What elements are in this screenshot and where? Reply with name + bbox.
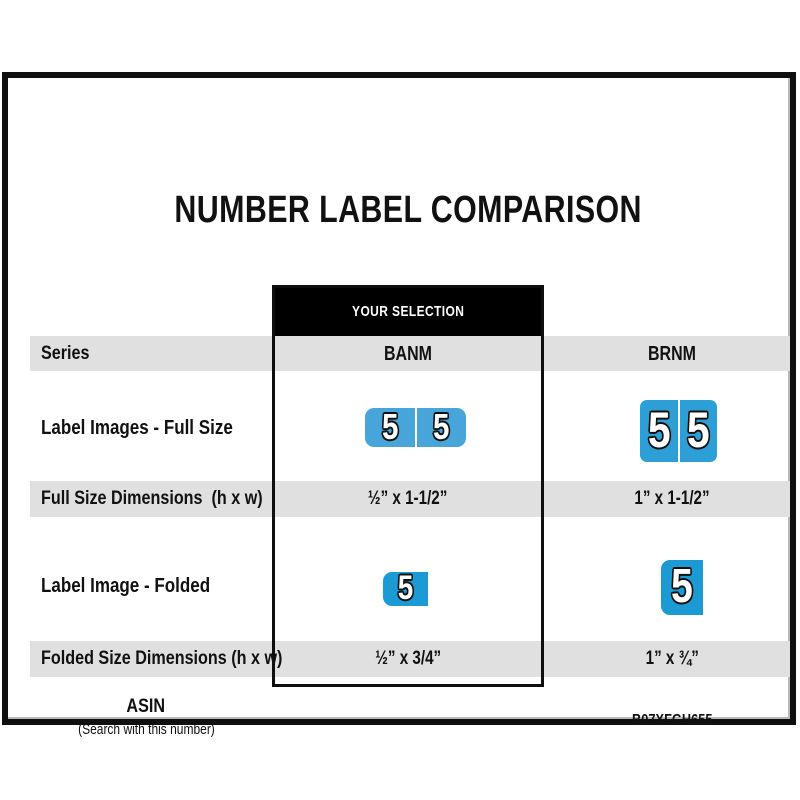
- banm-folded-dims-value: [275, 647, 541, 671]
- brnm-asin-value: [544, 709, 800, 733]
- brnm-full-digit-left: 5: [647, 402, 671, 458]
- row-header-full-size-images-text: Label Images - Full Size: [41, 417, 233, 439]
- asin-note-text: (Search with this number): [77, 721, 215, 738]
- banm-series-text: BANM: [384, 343, 432, 365]
- brnm-folded-dims-text: 1” x ¾”: [645, 648, 699, 669]
- banm-full-digit-left: 5: [382, 406, 399, 447]
- page-title: [8, 191, 800, 229]
- brnm-folded-dims-value: [544, 647, 800, 671]
- row-header-series-text: Series: [41, 343, 90, 364]
- brnm-full-digit-right: 5: [686, 402, 710, 458]
- brnm-asin-text: B07XFGH655: [631, 712, 713, 729]
- row-header-full-size-dims-text: Full Size Dimensions (h x w): [41, 488, 263, 509]
- banm-full-digit-right: 5: [432, 406, 449, 447]
- your-selection-header: [275, 288, 541, 336]
- asin-label-text: ASIN: [126, 696, 166, 717]
- row-header-full-size-dims: [41, 487, 302, 511]
- row-header-folded-image-text: Label Image - Folded: [41, 575, 211, 597]
- banm-full-size-dims-value: [275, 487, 541, 511]
- row-header-folded-image: [41, 574, 240, 598]
- brnm-full-size-dims-text: 1” x 1-1/2”: [634, 488, 710, 509]
- banm-series-value: [275, 342, 541, 366]
- label-fold-divider: [678, 400, 680, 462]
- your-selection-header-text: YOUR SELECTION: [351, 303, 465, 320]
- row-header-folded-dims-text: Folded Size Dimensions (h x w): [41, 648, 283, 669]
- banm-folded-dims-text: ½” x 3/4”: [375, 648, 441, 669]
- asin-row-header: [28, 695, 264, 741]
- brnm-series-value: [544, 342, 800, 366]
- brnm-series-text: BRNM: [648, 343, 696, 365]
- outer-frame: [2, 72, 796, 738]
- page-title-text: NUMBER LABEL COMPARISON: [174, 189, 642, 231]
- brnm-folded-label-image: [661, 560, 703, 615]
- asin-label: [28, 695, 264, 719]
- brnm-full-size-dims-value: [544, 487, 800, 511]
- row-header-full-size-images: [41, 416, 267, 440]
- asin-note: [28, 719, 264, 741]
- banm-full-size-dims-text: ½” x 1-1/2”: [368, 488, 448, 509]
- banm-folded-digit: 5: [397, 569, 414, 607]
- brnm-folded-digit: 5: [671, 560, 693, 613]
- brnm-full-size-label-image: [640, 400, 717, 462]
- row-header-series: [41, 342, 98, 366]
